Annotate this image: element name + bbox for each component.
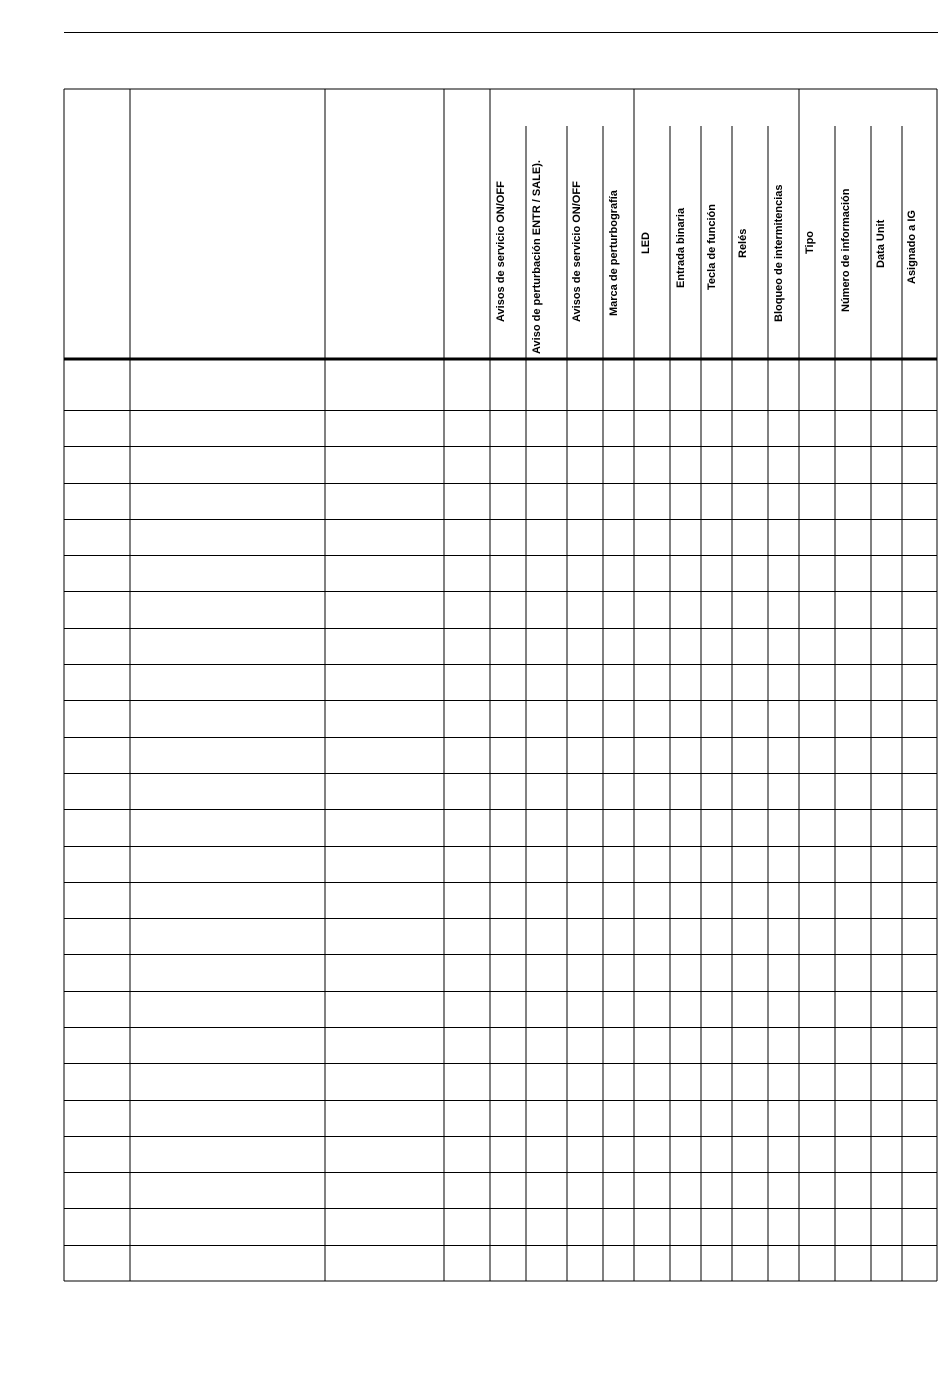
header-avisos-servicio-2: Avisos de servicio ON/OFF (571, 181, 583, 322)
header-reles: Relés (737, 228, 749, 258)
header-tecla-funcion: Tecla de función (706, 204, 718, 290)
header-led: LED (640, 232, 652, 254)
header-bloqueo-intermitencias: Bloqueo de intermitencias (773, 184, 785, 322)
header-avisos-servicio-1: Avisos de servicio ON/OFF (495, 181, 507, 322)
header-tipo: Tipo (804, 230, 816, 254)
header-data-unit: Data Unit (875, 219, 887, 268)
header-asignado-ig: Asignado a IG (906, 210, 918, 284)
header-marca-perturbografia: Marca de perturbografía (608, 190, 620, 316)
header-numero-informacion: Número de información (840, 188, 852, 312)
header-entrada-binaria: Entrada binaria (675, 207, 687, 288)
header-aviso-perturbacion: Aviso de perturbación ENTR / SALE). (531, 160, 543, 354)
